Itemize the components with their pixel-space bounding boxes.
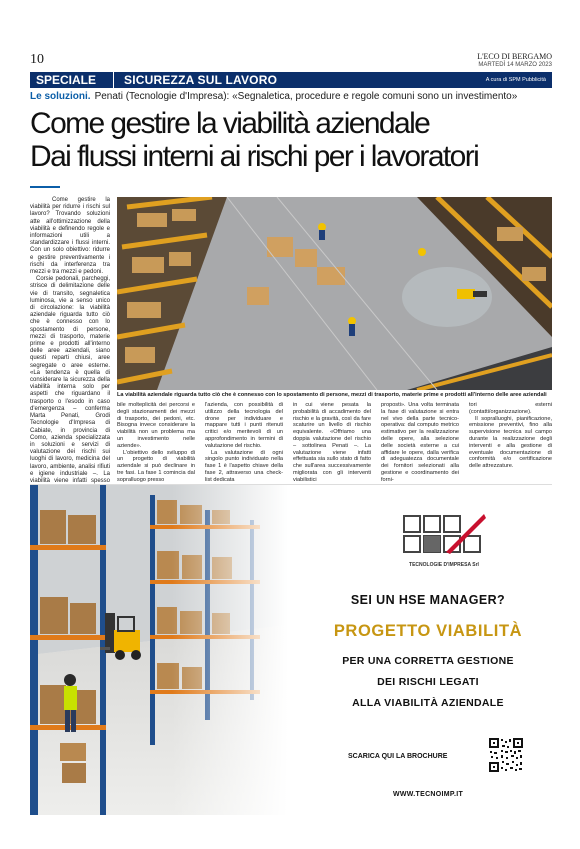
section-rubric: [30, 72, 552, 88]
ad-question: SEI UN HSE MANAGER?: [350, 593, 506, 607]
warehouse-aerial-photo: [117, 197, 552, 390]
article-paragraph: La valutazione di ogni singolo punto individuato nella fase 1 è l'aspetto chiave della fase 2, attraverso una check-list dedicata: [205, 449, 283, 483]
headline-line-1: Come gestire la viabilità aziendale: [30, 107, 430, 140]
article-paragraph: Come gestire la viabilità per ridurre i rischi sul lavoro? Trovando soluzioni atte all'ottimizzazione della viabilità e definendo regole e informazioni utili a standardizzare i flussi interni. Con un solo obiettivo: ridurre e gestire preventivamente i rischi da interferenza tra mezzi e tra mezzi e pedoni.: [30, 197, 110, 276]
article-paragraph: Il sopralluoghi, pianificazione, emissione preventivi, fino alla supervisione tecnica sul campo durante la realizzazione degli interventi e alla gestione di eventuale documentazione di conformità e/o certificazione delle attrezzature.: [469, 415, 552, 470]
article-column-3: [205, 402, 283, 484]
advertisement[interactable]: [30, 484, 552, 815]
forklift-warehouse-photo: [30, 485, 288, 815]
speciale-label: SPECIALE: [30, 72, 114, 88]
headline: [30, 107, 560, 173]
kicker-lead: Le soluzioni.: [30, 91, 91, 102]
logo-caption: TECNOLOGIE D'IMPRESA Srl: [409, 562, 479, 568]
kicker: [30, 91, 552, 102]
article-paragraph: l'azienda, con possibilità di utilizzo della tecnologia del drone per individuare e mappare tutti i punti ritenuti critici e/o meritevoli di un approfondimento in termini di valutazione del rischio.: [205, 402, 283, 449]
advertorial-note: A cura di SPM Pubblicità: [485, 77, 546, 83]
ad-website-link[interactable]: WWW.TECNOIMP.IT: [392, 791, 464, 798]
article-paragraph: L'obiettivo dello sviluppo di un progetto di viabilità aziendale si può declinare in tre fasi. La fase 1 comincia dal sopralluogo presso: [117, 449, 195, 483]
article-column-2: [117, 402, 195, 484]
ad-line-3: ALLA VIABILITÀ AZIENDALE: [352, 697, 504, 709]
section-title: SICUREZZA SUL LAVORO: [124, 73, 278, 87]
article-paragraph: in cui viene pesata la probabilità di accadimento del rischio e la gravità, così da fare scaturire un livello di rischio equivalente. «Offriamo una doppia valutazione del rischio – sottolinea Penati –. La valutazione viene infatti effettuata sia sullo stato di fatto che sull'area successivamente migliorata con gli interventi viabilistici: [293, 402, 371, 483]
tecnologie-impresa-logo: [402, 512, 486, 558]
photo-caption: La viabilità aziendale riguarda tutto ciò che è connesso con lo spostamento di persone, mezzi di trasporto, materie prime e prodotti all'interno delle aree aziendali: [117, 392, 547, 398]
ad-line-2: DEI RISCHI LEGATI: [377, 676, 479, 688]
kicker-text: Penati (Tecnologie d'Impresa): «Segnaletica, procedure e regole comuni sono un investimento»: [94, 91, 518, 102]
article-column-4: [293, 402, 371, 484]
article-column-6: [469, 402, 552, 470]
issue-date: MARTEDÌ 14 MARZO 2023: [478, 62, 552, 68]
article-start-bar: [30, 186, 60, 188]
headline-line-2: Dai flussi interni ai rischi per i lavoratori: [30, 140, 479, 173]
page-number: 10: [30, 52, 44, 67]
brochure-download-label[interactable]: SCARICA QUI LA BROCHURE: [348, 753, 448, 760]
page-header: [30, 50, 552, 72]
ad-line-1: PER UNA CORRETTA GESTIONE: [342, 655, 514, 667]
article-paragraph: Corsie pedonali, parcheggi, strisce di delimitazione delle vie di transito, segnaletica luminosa, vie a senso unico di circolazione: la viabilità aziendale riguarda tutto ciò che è connesso con lo spostamento di persone, mezzi di trasporto, materie prime e prodotti all'interno delle aree aziendali, siano questi reparti chiusi, aree segregate o aree esterne. «La tendenza è quella di considerare la sicurezza della viabilità interna solo per aspetti che riguardano il trasporto o l'esodo in caso d'emergenza – conferma Marta Penati, Grodi Tecnologie d'Impresa di Cabiate, in provincia di Como, azienda specializzata in soluzioni e servizi di valutazione dei rischi sui luoghi di lavoro, medicina del lavoro, ambiente, analisi rifiuti e igiene industriale –. La viabilità viene infatti spesso: [30, 276, 110, 484]
article-paragraph: tori esterni (contatti/organizzazione).: [469, 402, 552, 415]
newspaper-name: L'ECO DI BERGAMO: [477, 52, 552, 61]
article-paragraph: bile molteplicità dei percorsi e degli stazionamenti dei mezzi di trasporto, dei pedoni, etc. Bisogna invece considerare la viabilità non un problema ma un investimento nelle aziende».: [117, 402, 195, 449]
qr-code[interactable]: [488, 737, 524, 773]
article-paragraph: proposti». Una volta terminata la fase di valutazione si entra nel vivo della parte tecnico-operativa: dal computo metrico estimativo per la realizzazione delle opere, alla selezione delle società esterne a cui affidare le opere, dalla verifica di adeguatezza documentale dei fornitori selezionati alla gestione e coordinamento dei forni-: [381, 402, 459, 483]
ad-project-title: PROGETTO VIABILITÀ: [333, 622, 523, 640]
article-column-5: [381, 402, 459, 484]
